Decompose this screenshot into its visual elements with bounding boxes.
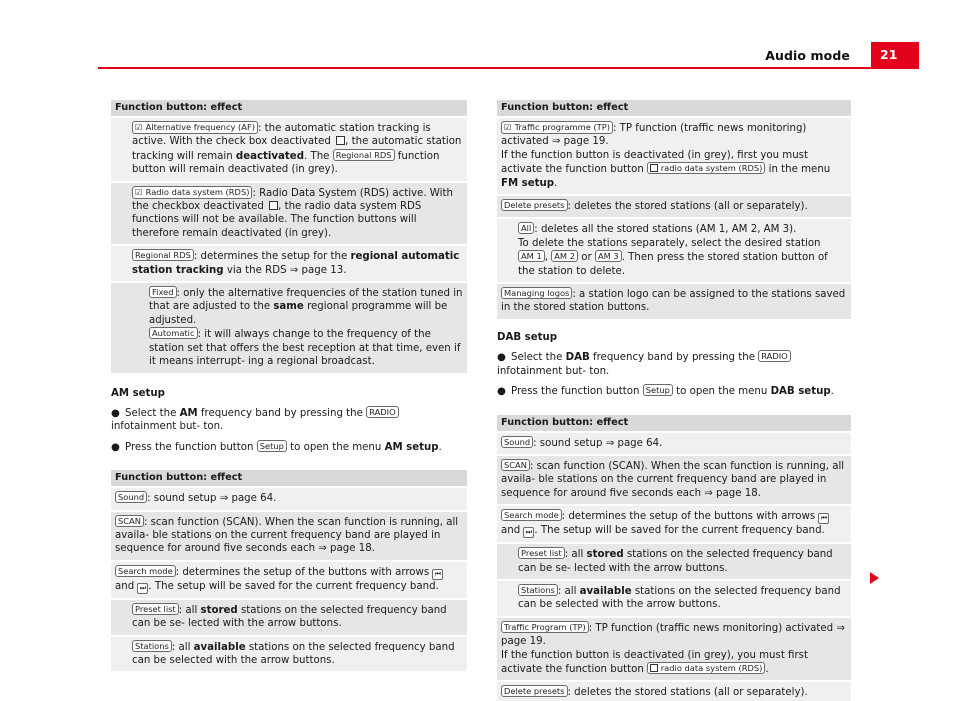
checkbox-empty-icon [650, 164, 658, 172]
am1-button[interactable]: AM 1 [518, 250, 545, 262]
function-table-dab [497, 415, 851, 701]
delete-presets-button[interactable]: Delete presets [501, 199, 568, 211]
table-row: Delete presets : deletes the stored stations (all or separately). [497, 196, 851, 217]
scan-button[interactable]: SCAN [115, 515, 144, 527]
check-icon: ☑ [135, 187, 143, 197]
regional-rds-button[interactable]: Regional RDS [132, 249, 194, 261]
search-mode-button[interactable]: Search mode [115, 565, 176, 577]
bullet-icon: ● [111, 407, 120, 419]
radio-button[interactable]: RADIO [366, 406, 398, 418]
traffic-program-button[interactable]: Traffic Program (TP) [501, 621, 589, 633]
am2-button[interactable]: AM 2 [551, 250, 578, 262]
left-column [111, 100, 467, 671]
table-row: ☑ Radio data system (RDS) : Radio Data System (RDS) active. With the checkbox deactivated , the radio data system RDS functions will not be available. The function buttons will therefore remain deactivated (in grey). [111, 183, 467, 245]
checkbox-empty-icon [336, 136, 345, 145]
all-button[interactable]: All [518, 222, 534, 234]
stations-button[interactable]: Stations [518, 584, 558, 596]
function-table-fm-continued [497, 100, 851, 319]
table-heading: Function button: effect [111, 470, 467, 486]
table-heading: Function button: effect [497, 415, 851, 431]
regional-rds-button[interactable]: Regional RDS [333, 149, 395, 161]
list-item: ● Select the DAB frequency band by pressing the RADIO infotainment but- ton. [497, 350, 851, 378]
page-title: Audio mode [765, 48, 850, 63]
table-row: Traffic Program (TP) : TP function (traffic news monitoring) activated ⇒ page 19. If the function button is deactivated (in grey), you must first activate the function button radio data system (RDS) . [497, 618, 851, 681]
table-row: Search mode : determines the setup of the buttons with arrows ⏮ and ⏭ . The setup will be saved for the current frequency band. [497, 506, 851, 542]
managing-logos-button[interactable]: Managing logos [501, 287, 572, 299]
table-row: Fixed : only the alternative frequencies of the station tuned in that are adjusted to the same regional programme will be adjusted. Automatic : it will always change to the frequency of the station set that offers the best reception at that time, even if it means interrupt- ing a regional broadcast. [111, 283, 467, 372]
table-row: Delete presets : deletes the stored stations (all or separately). [497, 682, 851, 701]
am-setup-heading: AM setup [111, 387, 165, 399]
rds-button[interactable]: radio data system (RDS) [647, 662, 765, 674]
table-row: SCAN : scan function (SCAN). When the scan function is running, all availa- ble stations on the current frequency band are played in sequence for around five seconds each ⇒ page 18. [111, 512, 467, 560]
sound-button[interactable]: Sound [501, 436, 533, 448]
page-number: 21 [871, 42, 919, 68]
table-row: Stations : all available stations on the selected frequency band can be selected with the arrow buttons. [497, 581, 851, 616]
table-row: Preset list : all stored stations on the selected frequency band can be se- lected with the arrow buttons. [111, 600, 467, 635]
table-row: Sound : sound setup ⇒ page 64. [497, 433, 851, 454]
function-table-am [111, 470, 467, 671]
delete-presets-button[interactable]: Delete presets [501, 685, 568, 697]
check-icon: ☑ [504, 123, 512, 132]
list-item: ● Press the function button Setup to open the menu AM setup. [111, 440, 442, 453]
preset-list-button[interactable]: Preset list [518, 547, 565, 559]
check-icon: ☑ [135, 123, 143, 132]
checkbox-empty-icon [269, 201, 278, 210]
right-column [497, 100, 851, 701]
table-row: ☑ Alternative frequency (AF) : the automatic station tracking is active. With the check box deactivated , the automatic station tracking will remain deactivated. The Regional RDS function button will remain deactivated (in grey). [111, 118, 467, 181]
table-row: Stations : all available stations on the selected frequency band can be selected with the arrow buttons. [111, 637, 467, 672]
table-row: Preset list : all stored stations on the selected frequency band can be se- lected with the arrow buttons. [497, 544, 851, 579]
bullet-icon: ● [497, 386, 506, 398]
rds-button[interactable]: radio data system (RDS) [647, 162, 765, 174]
bullet-icon: ● [497, 352, 506, 364]
search-mode-button[interactable]: Search mode [501, 509, 562, 521]
bullet-icon: ● [111, 441, 120, 453]
table-row: Sound : sound setup ⇒ page 64. [111, 488, 467, 509]
automatic-button[interactable]: Automatic [149, 327, 198, 339]
next-arrow-icon[interactable]: ⏭ [523, 527, 534, 538]
table-row: SCAN : scan function (SCAN). When the scan function is running, all availa- ble stations on the current frequency band are played in sequence for around five seconds each ⇒ page 18. [497, 456, 851, 504]
setup-button[interactable]: Setup [643, 384, 673, 396]
radio-button[interactable]: RADIO [758, 350, 790, 362]
traffic-programme-button[interactable]: ☑ Traffic programme (TP) [501, 121, 613, 134]
table-row: All : deletes all the stored stations (AM 1, AM 2, AM 3). To delete the stations separately, select the desired station AM 1 , AM 2 or AM 3 . Then press the stored station button of the station to delete. [497, 219, 851, 282]
table-row: Regional RDS : determines the setup for the regional automatic station tracking via the RDS ⇒ page 13. [111, 246, 467, 281]
table-row: ☑ Traffic programme (TP) : TP function (traffic news monitoring) activated ⇒ page 19. If the function button is deactivated (in grey), first you must activate the function button radio data system (RDS) in the menu FM setup. [497, 118, 851, 194]
preset-list-button[interactable]: Preset list [132, 603, 179, 615]
checkbox-empty-icon [650, 664, 658, 672]
list-item: ● Select the AM frequency band by pressing the RADIO infotainment but- ton. [111, 406, 467, 434]
table-heading: Function button: effect [111, 100, 467, 116]
scan-button[interactable]: SCAN [501, 459, 530, 471]
function-table-fm [111, 100, 467, 373]
am3-button[interactable]: AM 3 [595, 250, 622, 262]
table-row: Search mode : determines the setup of the buttons with arrows ⏮ and ⏭ . The setup will be saved for the current frequency band. [111, 562, 467, 598]
header-rule [98, 67, 919, 69]
next-arrow-icon[interactable]: ⏭ [137, 583, 148, 594]
af-button[interactable]: ☑ Alternative frequency (AF) [132, 121, 258, 134]
previous-arrow-icon[interactable]: ⏮ [432, 569, 443, 580]
previous-arrow-icon[interactable]: ⏮ [818, 513, 829, 524]
fixed-button[interactable]: Fixed [149, 286, 177, 298]
rds-button[interactable]: ☑ Radio data system (RDS) [132, 186, 252, 199]
sound-button[interactable]: Sound [115, 491, 147, 503]
stations-button[interactable]: Stations [132, 640, 172, 652]
setup-button[interactable]: Setup [257, 440, 287, 452]
dab-setup-heading: DAB setup [497, 331, 558, 343]
table-heading: Function button: effect [497, 100, 851, 116]
list-item: ● Press the function button Setup to open the menu DAB setup. [497, 385, 834, 398]
continue-arrow-icon [870, 572, 879, 584]
table-row: Managing logos : a station logo can be assigned to the stations saved in the stored station buttons. [497, 284, 851, 319]
